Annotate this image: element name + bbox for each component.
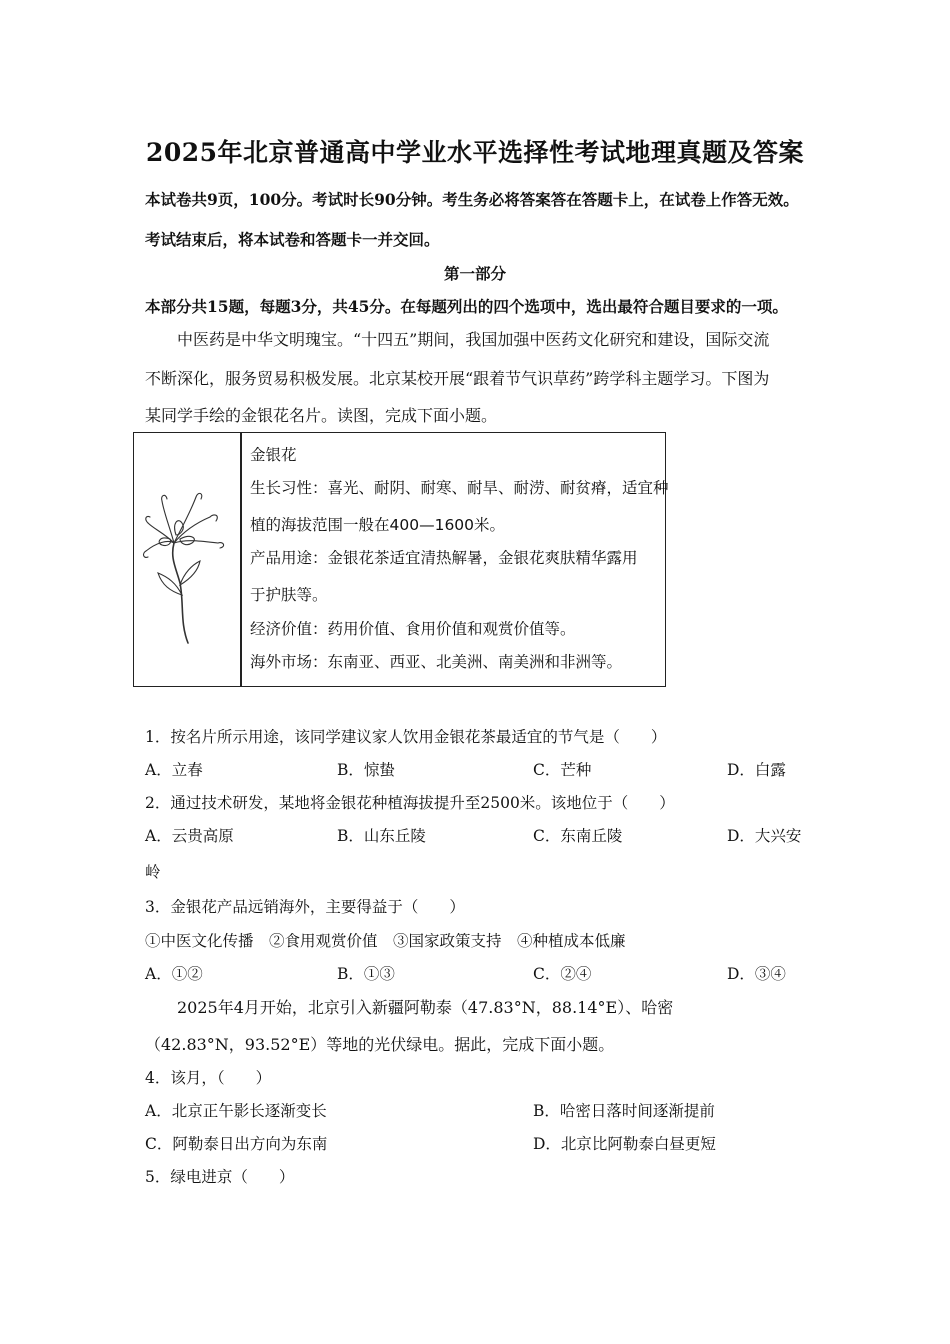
- q4-stem: 4．该月，（ ）: [145, 1069, 272, 1087]
- card-overseas-market: 海外市场：东南亚、西亚、北美洲、南美洲和非洲等。: [250, 653, 623, 671]
- q5-stem: 5．绿电进京（ ）: [145, 1168, 295, 1186]
- q3-option-d: D．③④: [727, 965, 786, 983]
- q1-option-c: C．芒种: [533, 761, 592, 779]
- q4-option-b: B．哈密日落时间逐渐提前: [533, 1102, 715, 1120]
- intro1-line-3: 某同学手绘的金银花名片。读图，完成下面小题。: [145, 406, 498, 425]
- q2-option-c: C．东南丘陵: [533, 827, 623, 845]
- instruction-line-1: 本试卷共9页，100分。考试时长90分钟。考生务必将答案答在答题卡上，在试卷上作答无效。: [145, 190, 799, 209]
- q1-option-b: B．惊蛰: [337, 761, 395, 779]
- q1-option-a: A．立春: [145, 761, 203, 779]
- part-title: 第一部分: [443, 264, 506, 283]
- q1-option-d: D．白露: [727, 761, 786, 779]
- honeysuckle-illustration: [140, 473, 232, 653]
- q3-option-a: A．①②: [145, 965, 203, 983]
- intro1-line-1: 中医药是中华文明瑰宝。“十四五”期间，我国加强中医药文化研究和建设，国际交流: [177, 330, 770, 349]
- instruction-line-2: 考试结束后，将本试卷和答题卡一并交回。: [145, 230, 440, 249]
- q1-stem: 1．按名片所示用途，该同学建议家人饮用金银花茶最适宜的节气是（ ）: [145, 728, 667, 746]
- card-usage-line-1: 产品用途：金银花茶适宜清热解暑，金银花爽肤精华露用: [250, 549, 638, 567]
- q2-option-b: B．山东丘陵: [337, 827, 426, 845]
- intro1-line-2: 不断深化，服务贸易积极发展。北京某校开展“跟着节气识草药”跨学科主题学习。下图为: [145, 369, 770, 388]
- card-title: 金银花: [250, 446, 297, 464]
- intro2-line-1: 2025年4月开始，北京引入新疆阿勒泰（47.83°N，88.14°E）、哈密: [177, 998, 674, 1017]
- q2-stem: 2．通过技术研发，某地将金银花种植海拔提升至2500米。该地位于（ ）: [145, 794, 675, 812]
- page-title: 2025年北京普通高中学业水平选择性考试地理真题及答案: [145, 138, 805, 167]
- q3-items: ①中医文化传播 ②食用观赏价值 ③国家政策支持 ④种植成本低廉: [145, 932, 626, 950]
- q4-option-c: C．阿勒泰日出方向为东南: [145, 1135, 328, 1153]
- q2-option-d-wrap: 岭: [145, 863, 161, 881]
- part-description: 本部分共15题，每题3分，共45分。在每题列出的四个选项中，选出最符合题目要求的一项。: [145, 297, 788, 316]
- q3-stem: 3．金银花产品远销海外，主要得益于（ ）: [145, 898, 465, 916]
- intro2-line-2: （42.83°N，93.52°E）等地的光伏绿电。据此，完成下面小题。: [145, 1035, 615, 1054]
- q4-option-a: A．北京正午影长逐渐变长: [145, 1102, 327, 1120]
- card-divider: [240, 433, 242, 686]
- card-growth-line-1: 生长习性：喜光、耐阴、耐寒、耐旱、耐涝、耐贫瘠，适宜种: [250, 479, 669, 497]
- q2-option-d: D．大兴安: [727, 827, 802, 845]
- q4-option-d: D．北京比阿勒泰白昼更短: [533, 1135, 716, 1153]
- card-economic-value: 经济价值：药用价值、食用价值和观赏价值等。: [250, 620, 576, 638]
- q2-option-a: A．云贵高原: [145, 827, 234, 845]
- q3-option-b: B．①③: [337, 965, 395, 983]
- honeysuckle-card: [133, 432, 669, 687]
- card-growth-line-2: 植的海拔范围一般在400—1600米。: [250, 516, 506, 534]
- q3-option-c: C．②④: [533, 965, 592, 983]
- card-usage-line-2: 于护肤等。: [250, 586, 328, 604]
